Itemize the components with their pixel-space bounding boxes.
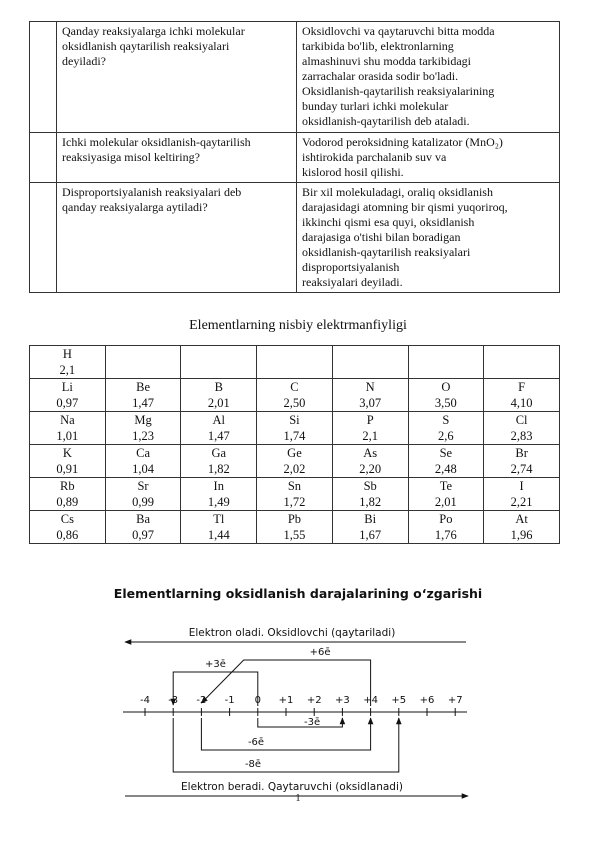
element-symbol: At: [515, 512, 528, 526]
qa-question-cell: [57, 133, 297, 183]
transition-plus6-label: +6ē: [309, 647, 331, 658]
element-cell: [30, 412, 106, 445]
element-cell: [181, 379, 257, 412]
element-cell: [257, 379, 333, 412]
element-electronegativity: 1,82: [359, 495, 382, 509]
element-cell: [181, 478, 257, 511]
element-cell: [30, 478, 106, 511]
qa-answer-cell: [297, 133, 560, 183]
element-electronegativity: 2,02: [283, 462, 306, 476]
element-electronegativity: 2,21: [510, 495, 533, 509]
element-electronegativity: 1,47: [132, 396, 154, 410]
element-symbol: Ge: [287, 446, 302, 460]
element-symbol: Bi: [364, 512, 377, 526]
element-cell: [30, 346, 106, 379]
element-symbol: Rb: [60, 479, 75, 493]
element-cell: [332, 445, 408, 478]
element-cell: [332, 511, 408, 544]
element-electronegativity: 1,55: [283, 528, 306, 542]
qa-question-cell: [57, 183, 297, 293]
element-electronegativity: 1,76: [434, 528, 457, 542]
element-symbol: Pb: [287, 512, 302, 526]
element-cell: [408, 379, 484, 412]
transition-plus3-label: +3ē: [205, 659, 226, 670]
en-row: [30, 445, 560, 478]
en-row: [30, 412, 560, 445]
element-electronegativity: 1,72: [283, 495, 306, 509]
qa-answer-cell: [297, 22, 560, 133]
element-symbol: Ba: [136, 512, 150, 526]
element-electronegativity: 3,07: [359, 396, 382, 410]
element-electronegativity: 1,96: [510, 528, 533, 542]
element-electronegativity: 2,1: [59, 363, 76, 377]
element-symbol: Sn: [287, 479, 302, 493]
page-number: 1: [295, 793, 301, 804]
element-cell: [332, 346, 408, 379]
transition-minus6-label: -6ē: [247, 737, 265, 748]
oxidation-diagram-title: Elementlarning oksidlanish darajalarining o‘zgarishi: [113, 586, 483, 601]
element-symbol: Al: [212, 413, 225, 427]
qa-row: [30, 183, 560, 293]
axis-tick-label: +4: [363, 695, 378, 706]
element-symbol: N: [365, 380, 375, 394]
element-electronegativity: 1,23: [132, 429, 154, 443]
element-cell: [408, 412, 484, 445]
element-electronegativity: 2,74: [510, 462, 533, 476]
en-row: [30, 478, 560, 511]
element-electronegativity: 0,89: [56, 495, 79, 509]
element-cell: [484, 379, 560, 412]
qa-number-cell: [30, 22, 57, 133]
qa-answer: Vodorod peroksidning katalizator (MnO₂) ishtirokida parchalanib suv va kislorod hosil qilishi.: [302, 135, 503, 179]
element-electronegativity: 2,50: [283, 396, 306, 410]
element-cell: [30, 511, 106, 544]
element-symbol: Sb: [363, 479, 377, 493]
element-cell: [181, 445, 257, 478]
axis-tick-label: +6: [419, 695, 435, 706]
element-cell: [408, 445, 484, 478]
element-symbol: Mg: [134, 413, 152, 427]
transition-minus8-arrow: [173, 718, 399, 772]
element-symbol: S: [442, 413, 450, 427]
element-cell: [257, 445, 333, 478]
element-symbol: Ga: [211, 446, 227, 460]
element-cell: [332, 379, 408, 412]
element-electronegativity: 2,01: [434, 495, 457, 509]
element-symbol: Sr: [137, 479, 149, 493]
qa-answer-cell: [297, 183, 560, 293]
element-electronegativity: 0,91: [56, 462, 79, 476]
element-cell: [105, 379, 181, 412]
element-electronegativity: 0,97: [56, 396, 79, 410]
element-cell: [257, 412, 333, 445]
qa-answer: Oksidlovchi va qaytaruvchi bitta modda tarkibida bo'lib, elektronlarning almashinuvi shu modda tarkibidagi zarrachalar orasida sodir bo'ladi. Oksidlanish-qaytarilish reaksiyalarining bunday turlari ichki molekular oksidlanish-qaytarilish deb ataladi.: [302, 24, 495, 128]
element-electronegativity: 2,20: [359, 462, 382, 476]
element-electronegativity: 2,83: [510, 429, 533, 443]
element-electronegativity: 2,01: [207, 396, 230, 410]
element-electronegativity: 1,47: [207, 429, 230, 443]
transition-minus8-label: -8ē: [244, 759, 262, 770]
axis-tick-label: +2: [306, 695, 322, 706]
axis-tick-label: 0: [254, 695, 261, 706]
element-electronegativity: 1,82: [207, 462, 230, 476]
qa-question: Ichki molekular oksidlanish-qaytarilish reaksiyasiga misol keltiring?: [62, 135, 251, 164]
element-symbol: As: [363, 446, 378, 460]
transition-minus3-arrow: [258, 718, 343, 727]
element-cell: [181, 511, 257, 544]
element-cell: [484, 511, 560, 544]
element-symbol: F: [518, 380, 526, 394]
element-symbol: In: [213, 479, 224, 493]
en-row: [30, 379, 560, 412]
element-cell: [332, 478, 408, 511]
element-symbol: K: [62, 446, 72, 460]
element-symbol: Ca: [136, 446, 150, 460]
qa-question-cell: [57, 22, 297, 133]
element-symbol: Si: [289, 413, 300, 427]
element-cell: [257, 511, 333, 544]
element-symbol: Se: [439, 446, 453, 460]
element-cell: [30, 445, 106, 478]
element-symbol: Cl: [515, 413, 528, 427]
element-symbol: Po: [439, 512, 453, 526]
element-cell: [408, 346, 484, 379]
transition-minus6-arrow: [201, 718, 370, 750]
element-cell: [105, 511, 181, 544]
lose-electrons-label: Elektron beradi. Qaytaruvchi (oksidlanadi): [181, 781, 403, 793]
axis-tick-label: +1: [278, 695, 294, 706]
element-electronegativity: 1,49: [207, 495, 230, 509]
element-cell: [181, 346, 257, 379]
element-electronegativity: 1,04: [132, 462, 154, 476]
element-cell: [484, 346, 560, 379]
element-electronegativity: 1,44: [207, 528, 230, 542]
element-cell: [105, 445, 181, 478]
element-cell: [408, 511, 484, 544]
axis-tick-label: +5: [391, 695, 407, 706]
axis-tick-label: +7: [447, 695, 463, 706]
transition-minus3-label: -3ē: [304, 717, 321, 728]
element-cell: [181, 412, 257, 445]
qa-answer: Bir xil molekuladagi, oraliq oksidlanish darajasidagi atomning bir qismi yuqoriroq, ikkinchi qismi esa quyi, oksidlanish darajasiga o'tishi bilan boradigan oksidlanish-qaytarilish reaksiyalari disproportsiyalanish reaksiyalari deyiladi.: [302, 185, 508, 289]
element-symbol: Li: [61, 380, 73, 394]
element-cell: [105, 346, 181, 379]
element-electronegativity: 2,6: [438, 429, 454, 443]
element-electronegativity: 1,67: [359, 528, 382, 542]
element-electronegativity: 3,50: [434, 396, 457, 410]
element-symbol: Br: [515, 446, 528, 460]
element-cell: [30, 379, 106, 412]
element-cell: [408, 478, 484, 511]
electronegativity-table: [29, 345, 560, 544]
qa-number-cell: [30, 133, 57, 183]
element-symbol: Na: [60, 413, 75, 427]
axis-tick-label: -3: [168, 695, 179, 706]
element-symbol: O: [441, 380, 451, 394]
element-symbol: B: [214, 380, 223, 394]
element-cell: [484, 478, 560, 511]
qa-question: Qanday reaksiyalarga ichki molekular oksidlanish qaytarilish reaksiyalari deyiladi?: [62, 24, 245, 68]
element-cell: [257, 346, 333, 379]
qa-row: [30, 133, 560, 183]
element-symbol: Te: [439, 479, 453, 493]
electronegativity-title: Elementlarning nisbiy elektrmanfiyligi: [189, 318, 407, 333]
element-cell: [105, 412, 181, 445]
element-symbol: C: [290, 380, 299, 394]
element-electronegativity: 0,99: [132, 495, 154, 509]
element-symbol: H: [62, 347, 72, 361]
element-electronegativity: 0,86: [56, 528, 79, 542]
axis-tick-label: -1: [224, 695, 235, 706]
axis-tick-label: +3: [335, 695, 350, 706]
element-electronegativity: 1,01: [56, 429, 79, 443]
element-symbol: Be: [136, 380, 150, 394]
gain-electrons-label: Elektron oladi. Oksidlovchi (qaytariladi): [188, 627, 396, 639]
element-symbol: Cs: [60, 512, 74, 526]
axis-tick-label: -2: [196, 695, 207, 706]
en-row: [30, 511, 560, 544]
element-electronegativity: 2,48: [434, 462, 457, 476]
element-symbol: P: [366, 413, 374, 427]
element-cell: [257, 478, 333, 511]
qa-question: Disproportsiyalanish reaksiyalari deb qanday reaksiyalarga aytiladi?: [62, 185, 242, 214]
qa-table: [29, 21, 560, 293]
qa-number-cell: [30, 183, 57, 293]
element-cell: [105, 478, 181, 511]
en-row: [30, 346, 560, 379]
element-electronegativity: 4,10: [510, 396, 533, 410]
element-cell: [332, 412, 408, 445]
qa-row: [30, 22, 560, 133]
element-electronegativity: 2,1: [362, 429, 378, 443]
element-cell: [484, 412, 560, 445]
element-electronegativity: 0,97: [132, 528, 154, 542]
oxidation-diagram: [0, 600, 596, 800]
element-cell: [484, 445, 560, 478]
element-symbol: I: [519, 479, 524, 493]
element-electronegativity: 1,74: [283, 429, 306, 443]
axis-tick-label: -4: [140, 695, 150, 706]
element-symbol: Tl: [213, 512, 225, 526]
